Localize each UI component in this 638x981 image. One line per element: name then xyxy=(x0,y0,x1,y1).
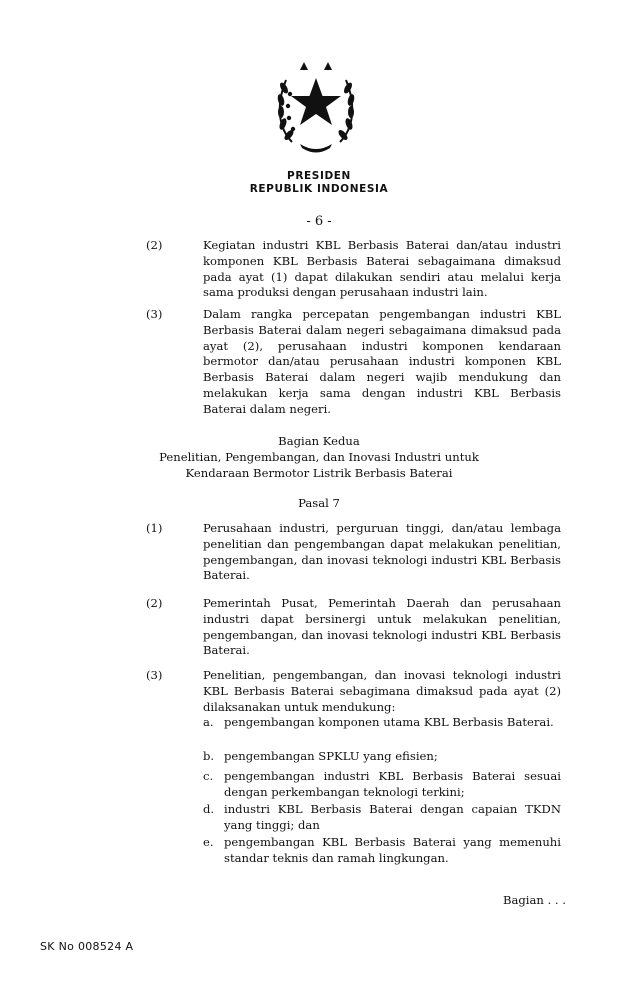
pasal-heading: Pasal 7 xyxy=(298,496,340,510)
section-title-line1: Penelitian, Pengembangan, dan Inovasi Industri untuk xyxy=(159,450,479,464)
page-number: - 6 - xyxy=(306,214,332,229)
item-letter: b. xyxy=(203,749,215,763)
paragraph-text: Kegiatan industri KBL Berbasis Baterai dan/atau industri komponen KBL Berbasis Baterai sebagaimana dimaksud pada ayat (1) dapat dilakukan sendiri atau melalui kerja sama produksi dengan perusahaan industri lain. xyxy=(203,238,561,300)
list-item-c xyxy=(203,769,561,801)
header-presiden: PRESIDEN xyxy=(287,170,351,182)
item-letter: c. xyxy=(203,769,214,783)
paragraph-text: Dalam rangka percepatan pengembangan industri KBL Berbasis Baterai dalam negeri sebagaimana dimaksud pada ayat (2), perusahaan industri komponen kendaraan bermotor dan/atau perusahaan industri komponen KBL Berbasis Baterai dalam negeri wajib mendukung dan melakukan kerja sama dengan industri KBL Berbasis Baterai dalam negeri. xyxy=(203,307,561,416)
item-text: pengembangan industri KBL Berbasis Baterai sesuai dengan perkembangan teknologi terkini; xyxy=(224,769,561,799)
paragraph-number: (1) xyxy=(146,521,163,535)
paragraph-number: (2) xyxy=(146,238,163,252)
item-letter: e. xyxy=(203,835,214,849)
pasal-paragraph-3 xyxy=(146,668,561,715)
list-item-a xyxy=(203,715,561,731)
paragraph-3 xyxy=(146,307,561,418)
pasal-paragraph-2 xyxy=(146,596,561,659)
continuation-text: Bagian . . . xyxy=(502,893,566,907)
section-heading: Bagian Kedua xyxy=(278,434,360,448)
paragraph-text: Perusahaan industri, perguruan tinggi, dan/atau lembaga penelitian dan pengembangan dapat melakukan penelitian, pengembangan, dan inovasi teknologi industri KBL Berbasis Baterai. xyxy=(203,521,561,583)
paragraph-number: (3) xyxy=(146,307,163,321)
list-item-b xyxy=(203,749,561,765)
item-text: pengembangan SPKLU yang efisien; xyxy=(224,749,438,763)
item-letter: d. xyxy=(203,802,215,816)
paragraph-text: Penelitian, pengembangan, dan inovasi teknologi industri KBL Berbasis Baterai sebagimana dimaksud pada ayat (2) dilaksanakan untuk mendukung: xyxy=(203,668,561,714)
header-republik-indonesia: REPUBLIK INDONESIA xyxy=(249,183,389,195)
document-serial-number: SK No 008524 A xyxy=(40,940,134,953)
list-item-e xyxy=(203,835,561,867)
item-text: pengembangan komponen utama KBL Berbasis Baterai. xyxy=(224,715,554,729)
paragraph-number: (3) xyxy=(146,668,163,682)
paragraph-2 xyxy=(146,238,561,301)
pasal-paragraph-1 xyxy=(146,521,561,584)
garuda-star-emblem xyxy=(270,58,362,158)
paragraph-number: (2) xyxy=(146,596,163,610)
item-text: pengembangan KBL Berbasis Baterai yang memenuhi standar teknis dan ramah lingkungan. xyxy=(224,835,561,865)
paragraph-text: Pemerintah Pusat, Pemerintah Daerah dan perusahaan industri dapat bersinergi untuk melakukan penelitian, pengembangan, dan inovasi teknologi industri KBL Berbasis Baterai. xyxy=(203,596,561,658)
item-text: industri KBL Berbasis Baterai dengan capaian TKDN yang tinggi; dan xyxy=(224,802,561,832)
item-letter: a. xyxy=(203,715,214,729)
section-title-line2: Kendaraan Bermotor Listrik Berbasis Baterai xyxy=(185,466,453,480)
list-item-d xyxy=(203,802,561,834)
